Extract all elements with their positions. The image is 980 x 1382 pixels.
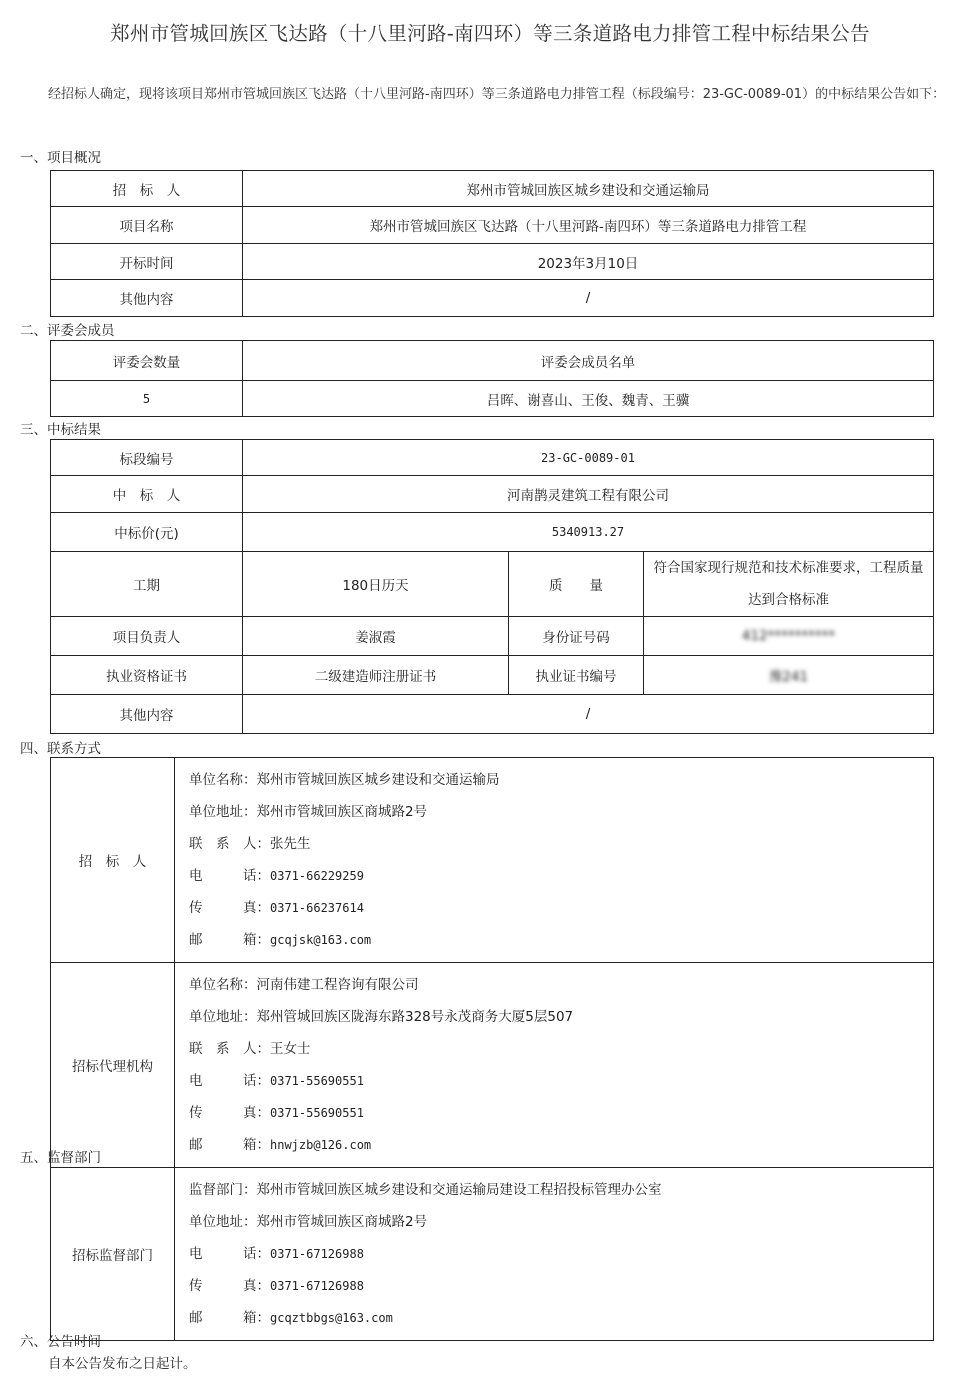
result-table: [50, 439, 934, 734]
supervision-fax-value: 0371-67126988: [270, 1279, 364, 1293]
supervision-address: 单位地址：郑州市管城回族区商城路2号: [189, 1214, 428, 1230]
quality-value: 符合国家现行规范和技术标准要求，工程质量达到合格标准: [644, 552, 934, 617]
overview-table: [50, 170, 934, 317]
committee-names-label: 评委会成员名单: [243, 341, 934, 381]
agent-unit-name: 单位名称：河南伟建工程咨询有限公司: [189, 977, 419, 993]
result-other-label: 其他内容: [51, 695, 243, 734]
qualification-cert-value: 二级建造师注册证书: [243, 656, 509, 695]
supervision-table: [50, 1167, 934, 1341]
tenderer-contact-details: [175, 758, 934, 963]
tenderer-value: 郑州市管城回族区城乡建设和交通运输局: [243, 171, 934, 207]
section-heading-result: 三、中标结果: [20, 422, 101, 438]
project-name-value: 郑州市管城回族区飞达路（十八里河路-南四环）等三条道路电力排管工程: [243, 207, 934, 244]
committee-count-label: 评委会数量: [51, 341, 243, 381]
period-label: 工期: [51, 552, 243, 617]
bid-price-label: 中标价(元): [51, 513, 243, 552]
quality-label: 质 量: [509, 552, 644, 617]
other-content-label: 其他内容: [51, 280, 243, 317]
open-time-value: 2023年3月10日: [243, 244, 934, 280]
agent-phone-value: 0371-55690551: [270, 1074, 364, 1088]
cert-number-value: 豫241: [644, 656, 934, 695]
agent-email-value: hnwjzb@126.com: [270, 1138, 372, 1152]
section-no-value: 23-GC-0089-01: [243, 440, 934, 476]
tenderer-fax-label: 传 真：: [189, 900, 270, 916]
agent-fax: [189, 1097, 919, 1129]
cert-number-label: 执业证书编号: [509, 656, 644, 695]
id-number-label: 身份证号码: [509, 617, 644, 656]
tenderer-fax-value: 0371-66237614: [270, 901, 364, 915]
section-heading-overview: 一、项目概况: [20, 150, 101, 166]
id-number-value: 412**********: [644, 617, 934, 656]
project-manager-label: 项目负责人: [51, 617, 243, 656]
supervision-dept: 监督部门：郑州市管城回族区城乡建设和交通运输局建设工程招投标管理办公室: [189, 1182, 662, 1198]
tenderer-email: [189, 924, 919, 956]
open-time-label: 开标时间: [51, 244, 243, 280]
winner-label: 中 标 人: [51, 476, 243, 513]
tenderer-phone: [189, 860, 919, 892]
tenderer-email-value: gcqjsk@163.com: [270, 933, 372, 947]
supervision-email-value: gcqztbbgs@163.com: [270, 1311, 393, 1325]
supervision-fax-label: 传 真：: [189, 1278, 270, 1294]
agent-fax-label: 传 真：: [189, 1105, 270, 1121]
tenderer-email-label: 邮 箱：: [189, 932, 270, 948]
committee-table: [50, 340, 934, 417]
agent-email-label: 邮 箱：: [189, 1137, 270, 1153]
supervision-email: [189, 1302, 919, 1334]
tenderer-contact-person: 联 系 人：张先生: [189, 836, 311, 852]
agent-address: 单位地址：郑州管城回族区陇海东路328号永茂商务大厦5层507: [189, 1009, 574, 1025]
section-heading-notice-time: 六、公告时间: [20, 1334, 101, 1350]
supervision-phone: [189, 1238, 919, 1270]
agent-email: [189, 1129, 919, 1161]
intro-paragraph: 经招标人确定，现将该项目郑州市管城回族区飞达路（十八里河路-南四环）等三条道路电力排管工程（标段编号：23-GC-0089-01）的中标结果公告如下：: [48, 87, 946, 102]
supervision-fax: [189, 1270, 919, 1302]
committee-names-value: 吕晖、谢喜山、王俊、魏青、王骥: [243, 381, 934, 417]
period-value: 180日历天: [243, 552, 509, 617]
agent-fax-value: 0371-55690551: [270, 1106, 364, 1120]
agent-phone: [189, 1065, 919, 1097]
tenderer-phone-value: 0371-66229259: [270, 869, 364, 883]
section-no-label: 标段编号: [51, 440, 243, 476]
project-manager-value: 姜淑霞: [243, 617, 509, 656]
section-heading-supervision: 五、监督部门: [20, 1150, 101, 1166]
notice-time-text: 自本公告发布之日起计。: [48, 1356, 197, 1372]
tenderer-contact-label: 招 标 人: [51, 758, 175, 963]
contact-table: [50, 757, 934, 1168]
tenderer-unit-name: 单位名称：郑州市管城回族区城乡建设和交通运输局: [189, 772, 500, 788]
supervision-phone-label: 电 话：: [189, 1246, 270, 1262]
agent-contact-details: [175, 963, 934, 1168]
page-title: 郑州市管城回族区飞达路（十八里河路-南四环）等三条道路电力排管工程中标结果公告: [110, 22, 870, 45]
qualification-cert-label: 执业资格证书: [51, 656, 243, 695]
project-name-label: 项目名称: [51, 207, 243, 244]
tenderer-address: 单位地址：郑州市管城回族区商城路2号: [189, 804, 428, 820]
supervision-phone-value: 0371-67126988: [270, 1247, 364, 1261]
result-other-value: /: [243, 695, 934, 734]
other-content-value: /: [243, 280, 934, 317]
bid-price-value: 5340913.27: [243, 513, 934, 552]
tenderer-phone-label: 电 话：: [189, 868, 270, 884]
agent-contact-label: 招标代理机构: [51, 963, 175, 1168]
winner-value: 河南鹊灵建筑工程有限公司: [243, 476, 934, 513]
section-heading-committee: 二、评委会成员: [20, 323, 115, 339]
supervision-label: 招标监督部门: [51, 1168, 175, 1341]
supervision-email-label: 邮 箱：: [189, 1310, 270, 1326]
tenderer-fax: [189, 892, 919, 924]
committee-count-value: 5: [51, 381, 243, 417]
supervision-details: [175, 1168, 934, 1341]
agent-phone-label: 电 话：: [189, 1073, 270, 1089]
agent-contact-person: 联 系 人：王女士: [189, 1041, 311, 1057]
section-heading-contact: 四、联系方式: [20, 741, 101, 757]
tenderer-label: 招 标 人: [51, 171, 243, 207]
